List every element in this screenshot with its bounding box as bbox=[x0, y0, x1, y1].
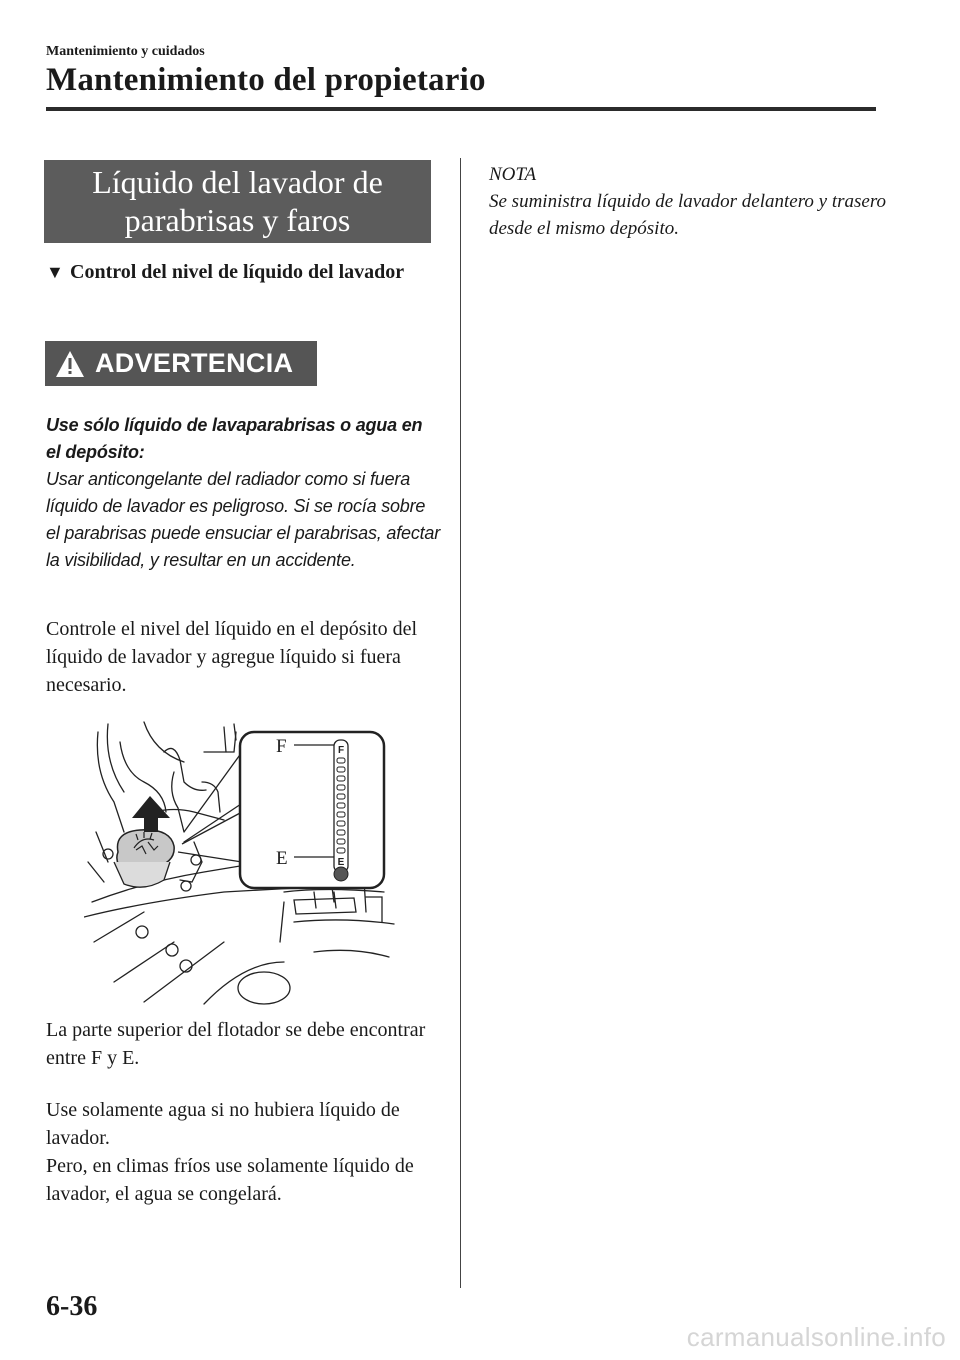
warning-label: ADVERTENCIA bbox=[95, 348, 294, 378]
washer-reservoir-figure bbox=[84, 712, 400, 1006]
warning-triangle-icon bbox=[55, 350, 85, 378]
label-full: F bbox=[276, 736, 287, 757]
body-paragraph-3a: Use solamente agua si no hubiera líquido de lavador. bbox=[46, 1099, 400, 1149]
section-title-line2: parabrisas y faros bbox=[124, 202, 351, 238]
section-heading-box bbox=[44, 160, 431, 243]
title-rule bbox=[46, 107, 876, 111]
note-label: NOTA bbox=[489, 164, 537, 185]
breadcrumb: Mantenimiento y cuidados bbox=[46, 44, 205, 59]
watermark: carmanualsonline.info bbox=[686, 1322, 946, 1352]
body-paragraph-3b: Pero, en climas fríos use solamente líquido de lavador, el agua se congelará. bbox=[46, 1155, 414, 1205]
label-empty: E bbox=[276, 848, 288, 869]
subsection-title: Control del nivel de líquido del lavador bbox=[70, 261, 405, 283]
note-text: Se suministra líquido de lavador delantero y trasero desde el mismo depósito. bbox=[489, 191, 887, 239]
body-paragraph-1: Controle el nivel del líquido en el depósito del líquido de lavador y agregue líquido si fuera necesario. bbox=[46, 618, 418, 696]
gauge-inset bbox=[240, 732, 384, 888]
page-title: Mantenimiento del propietario bbox=[46, 62, 486, 98]
warning-body-text: Usar anticongelante del radiador como si fuera líquido de lavador es peligroso. Si se rocía sobre el parabrisas puede ensuciar el parabrisas, afectar la visibilidad, y resultar en un accidente. bbox=[46, 469, 441, 570]
svg-text:F: F bbox=[337, 745, 345, 756]
warning-bold-text: Use sólo líquido de lavaparabrisas o agua en el depósito: bbox=[46, 415, 423, 462]
triangle-marker-icon: ▼ bbox=[46, 262, 64, 282]
section-title-line1: Líquido del lavador de bbox=[92, 164, 383, 200]
level-gauge-icon bbox=[334, 740, 348, 881]
warning-text bbox=[46, 412, 441, 574]
warning-badge bbox=[45, 341, 317, 386]
tank-cap-icon bbox=[114, 830, 174, 887]
subsection-heading bbox=[46, 258, 436, 286]
svg-text:E: E bbox=[337, 857, 345, 868]
note-block bbox=[489, 161, 889, 242]
up-arrow-icon bbox=[132, 796, 170, 832]
column-divider bbox=[460, 158, 461, 1288]
body-paragraph-2: La parte superior del flotador se debe encontrar entre F y E. bbox=[46, 1019, 426, 1069]
page-number: 6-36 bbox=[46, 1291, 98, 1322]
